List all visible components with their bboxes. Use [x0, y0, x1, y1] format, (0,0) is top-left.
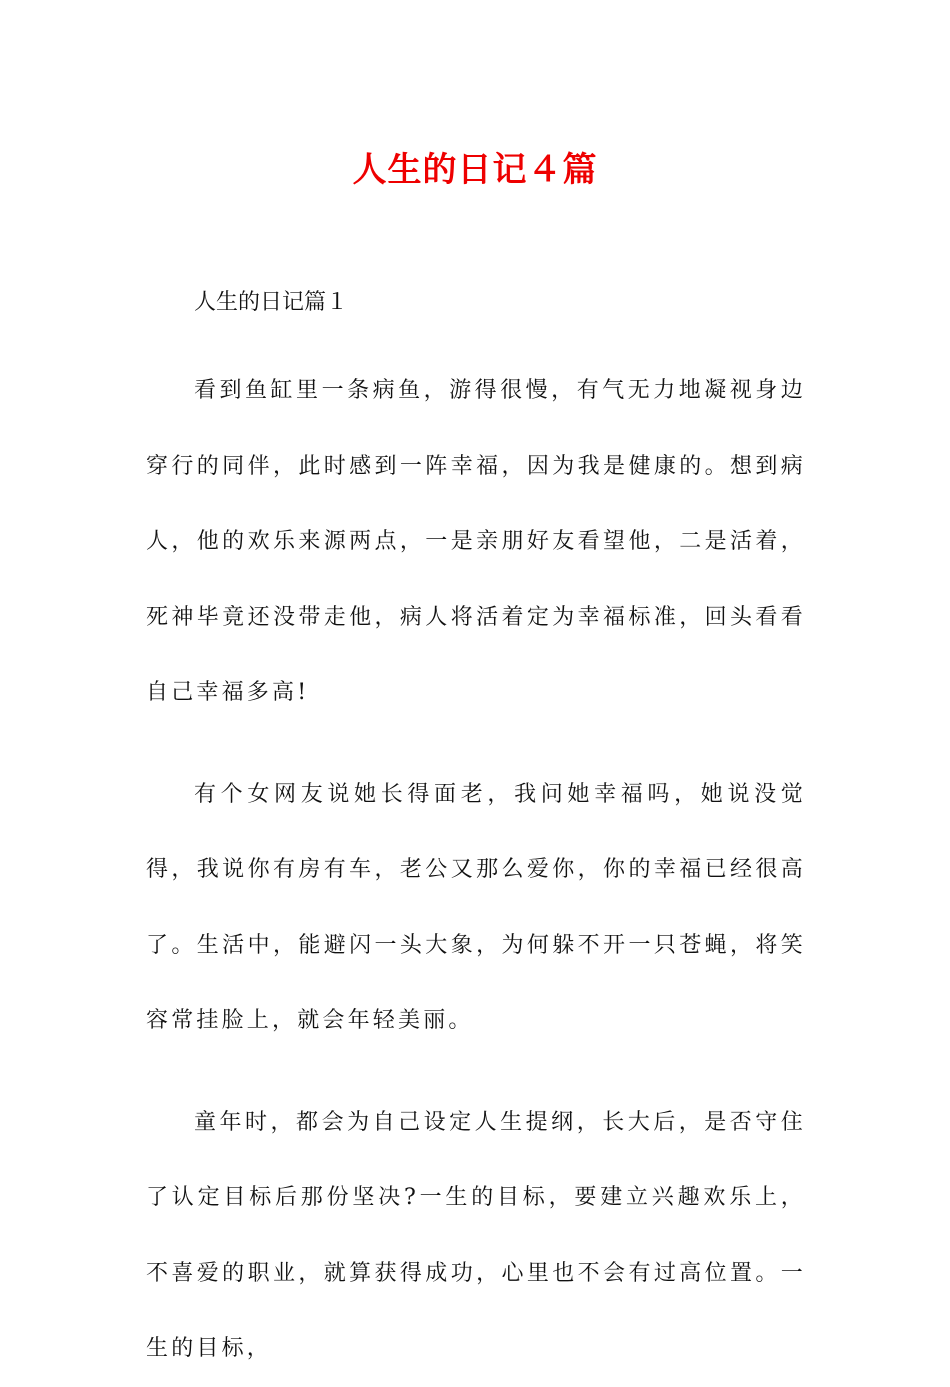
paragraph-3: 童年时，都会为自己设定人生提纲，长大后，是否守住了认定目标后那份坚决?一生的目标，要建立兴趣欢乐上，不喜爱的职业，就算获得成功，心里也不会有过高位置。一生的目标， [146, 1109, 806, 1361]
document-body [146, 279, 806, 1387]
paragraph-2: 有个女网友说她长得面老，我问她幸福吗，她说没觉得，我说你有房有车，老公又那么爱你，你的幸福已经很高了。生活中，能避闪一头大象，为何躲不开一只苍蝇，将笑容常挂脸上，就会年轻美丽。 [146, 781, 806, 1033]
document-title: 人生的日记４篇 [352, 150, 598, 190]
paragraph-1: 看到鱼缸里一条病鱼，游得很慢，有气无力地凝视身边穿行的同伴，此时感到一阵幸福，因为我是健康的。想到病人，他的欢乐来源两点，一是亲朋好友看望他，二是活着，死神毕竟还没带走他，病人将活着定为幸福标准，回头看看自己幸福多高! [146, 378, 806, 705]
section-heading: 人生的日记篇１ [194, 290, 349, 315]
